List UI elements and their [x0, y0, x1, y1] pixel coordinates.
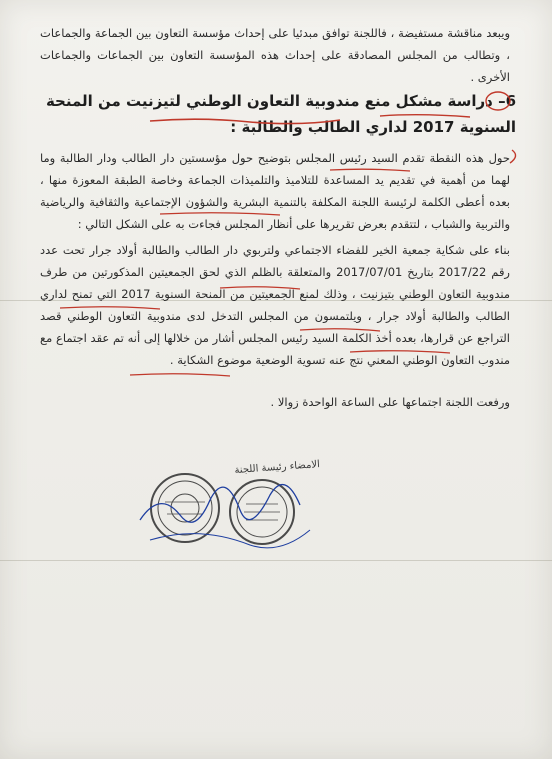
signature-label: الامضاء رئيسة اللجنة [234, 459, 321, 477]
section-title: 6– دراسة مشكل منع مندوبية التعاون الوطني لتيزنيت من المنحة السنوية 2017 لداري الطالب والطالبة : [45, 92, 516, 136]
red-underline-body [300, 329, 380, 331]
red-underline-body [350, 351, 450, 353]
closing-line: ورفعت اللجنة اجتماعها على الساعة الواحدة زوالا . [270, 395, 510, 409]
red-circle-mark [486, 92, 510, 110]
official-stamp-left [151, 474, 219, 542]
paragraph-complaint: بناء على شكاية جمعية الخير للفضاء الاجتماعي ولتربوي دار الطالب والطالبة أولاد جرار تحت عدد رقم 2017/22 بتاريخ 2017/07/01 والمتعلقة بالظلم الذي لحق الجمعيتين المذكورتين من طرف مندوبية التعاون الوطني بتيزنيت ، وذلك لمنع الجمعيتين من المنحة السنوية 2017 التي تمنح لداري الطالب والطالبة أولاد جرار ، ويلتمسون من المجلس التدخل لدى مندوبية التعاون الوطني قصد التراجع عن قرارها، بعده أخذ الكلمة السيد رئيس المجلس أشار من خلالها إلى أنه تم عقد اجتماع مع مندوب التعاون الوطني المعني نتج عنه تسوية الوضعية موضوع الشكاية . [40, 243, 510, 367]
red-underline-body [130, 374, 230, 376]
red-bracket-mark [510, 150, 516, 163]
red-underline-body [220, 287, 300, 289]
red-underline-body [60, 307, 160, 309]
red-underline-intro [330, 169, 410, 171]
red-underline-title [380, 115, 470, 117]
official-stamp-right [230, 480, 294, 544]
red-underline-intro [160, 213, 280, 215]
handwritten-signature [140, 485, 300, 523]
paragraph-cooperation: ويبعد مناقشة مستفيضة ، فاللجنة توافق مبدئيا على إحداث مؤسسة التعاون بين الجماعة والجماعات ، وتطالب من المجلس المصادقة على إحداث هذه المؤسسة التعاون بين الجماعات والجماعات الأخرى . [40, 26, 510, 84]
red-underline-title [150, 119, 340, 123]
paragraph-intro: حول هذه النقطة تقدم السيد رئيس المجلس بتوضيح حول مؤسستين دار الطالب ودار الطالبة وما لهما من أهمية في تقديم يد المساعدة للتلاميذ والتلميذات الجماعة وخاصة الطبقة المعوزة منها ، بعده أعطى الكلمة لرئيسة اللجنة المكلفة بالتنمية البشرية والشؤون الإجتماعية والثقافية والرياضية والتربية والشباب ، لتتقدم بعرض تقريرها على أنظار المجلس فجاءت به على الشكل التالي : [40, 151, 510, 231]
